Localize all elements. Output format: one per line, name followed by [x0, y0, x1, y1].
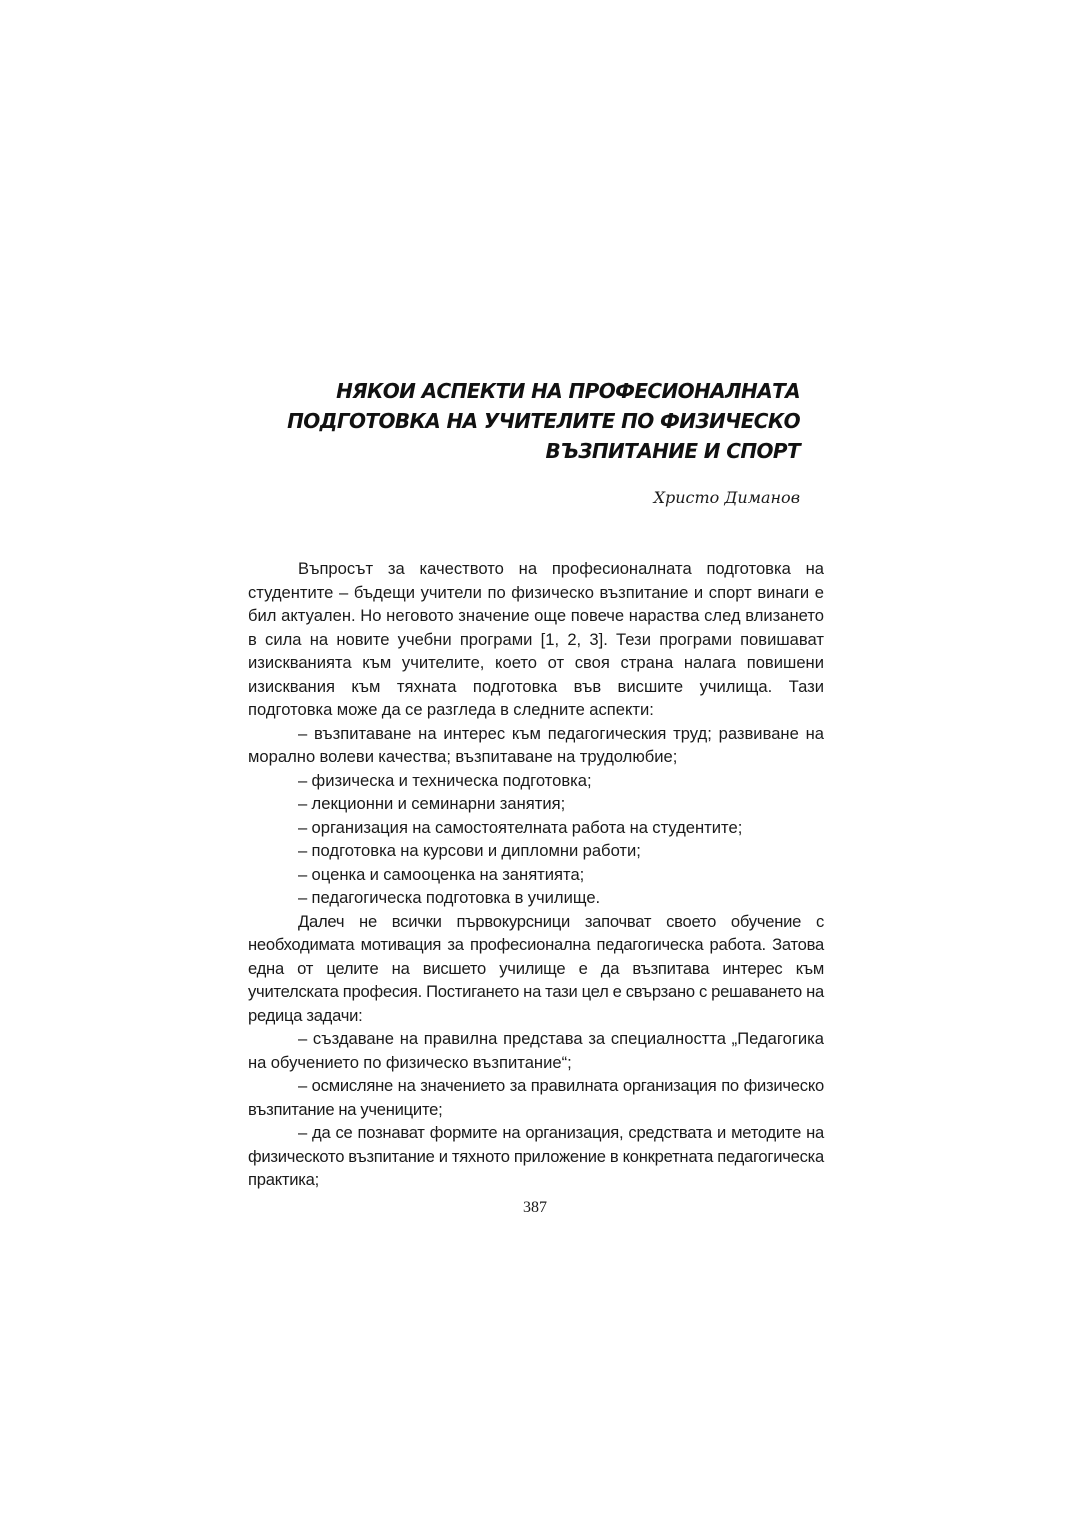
list-item: – подготовка на курсови и дипломни работи;	[298, 841, 641, 860]
list-item: – осмисляне на значението за правилната организация по физическо възпитание на учениците;	[248, 1076, 824, 1119]
list-item: – организация на самостоятелната работа на студентите;	[298, 817, 743, 837]
paragraph: Въпросът за качеството на професионалната подготовка на студентите – бъдещи учители по физическо възпитание и спорт винаги е бил актуален. Но неговото значение още повече нараства след влизането в сила на новите учебни програми [1, 2, 3]. Тези програми повишават изискванията към учителите, което от своя страна налага повишени изисквания към тяхната подготовка във висшите училища. Тази подготовка може да се разгледа в следните аспекти:	[248, 559, 824, 719]
title-line: НЯКОИ АСПЕКТИ НА ПРОФЕСИОНАЛНАТА	[336, 379, 800, 403]
article-body	[248, 557, 824, 1192]
author-name: Христо Диманов	[653, 488, 800, 507]
article-title	[240, 376, 800, 466]
list-item: – да се познават формите на организация, средствата и методите на физическото възпитание и тяхното приложение в конкретната педагогическа практика;	[248, 1123, 824, 1189]
title-line: ВЪЗПИТАНИЕ И СПОРТ	[545, 439, 800, 463]
list-item: – физическа и техническа подготовка;	[298, 770, 592, 790]
list-item: – педагогическа подготовка в училище.	[298, 888, 601, 907]
list-item: – оценка и самооценка на занятията;	[298, 864, 585, 884]
paragraph: Далеч не всички първокурсници започват своето обучение с необходимата мотивация за професионална педагогическа работа. Затова една от целите на висшето училище е да възпитава интерес към учителската професия. Постигането на тази цел е свързано с решаването на редица задачи:	[248, 911, 824, 1025]
title-line: ПОДГОТОВКА НА УЧИТЕЛИТЕ ПО ФИЗИЧЕСКО	[287, 409, 800, 433]
page-number: 387	[523, 1199, 547, 1216]
list-item: – лекционни и семинарни занятия;	[298, 794, 566, 813]
list-item: – възпитаване на интерес към педагогическия труд; развиване на морално волеви качества; възпитаване на трудолюбие;	[248, 723, 824, 766]
list-item: – създаване на правилна представа за специалността „Педагогика на обучението по физическо възпитание“;	[248, 1029, 824, 1072]
